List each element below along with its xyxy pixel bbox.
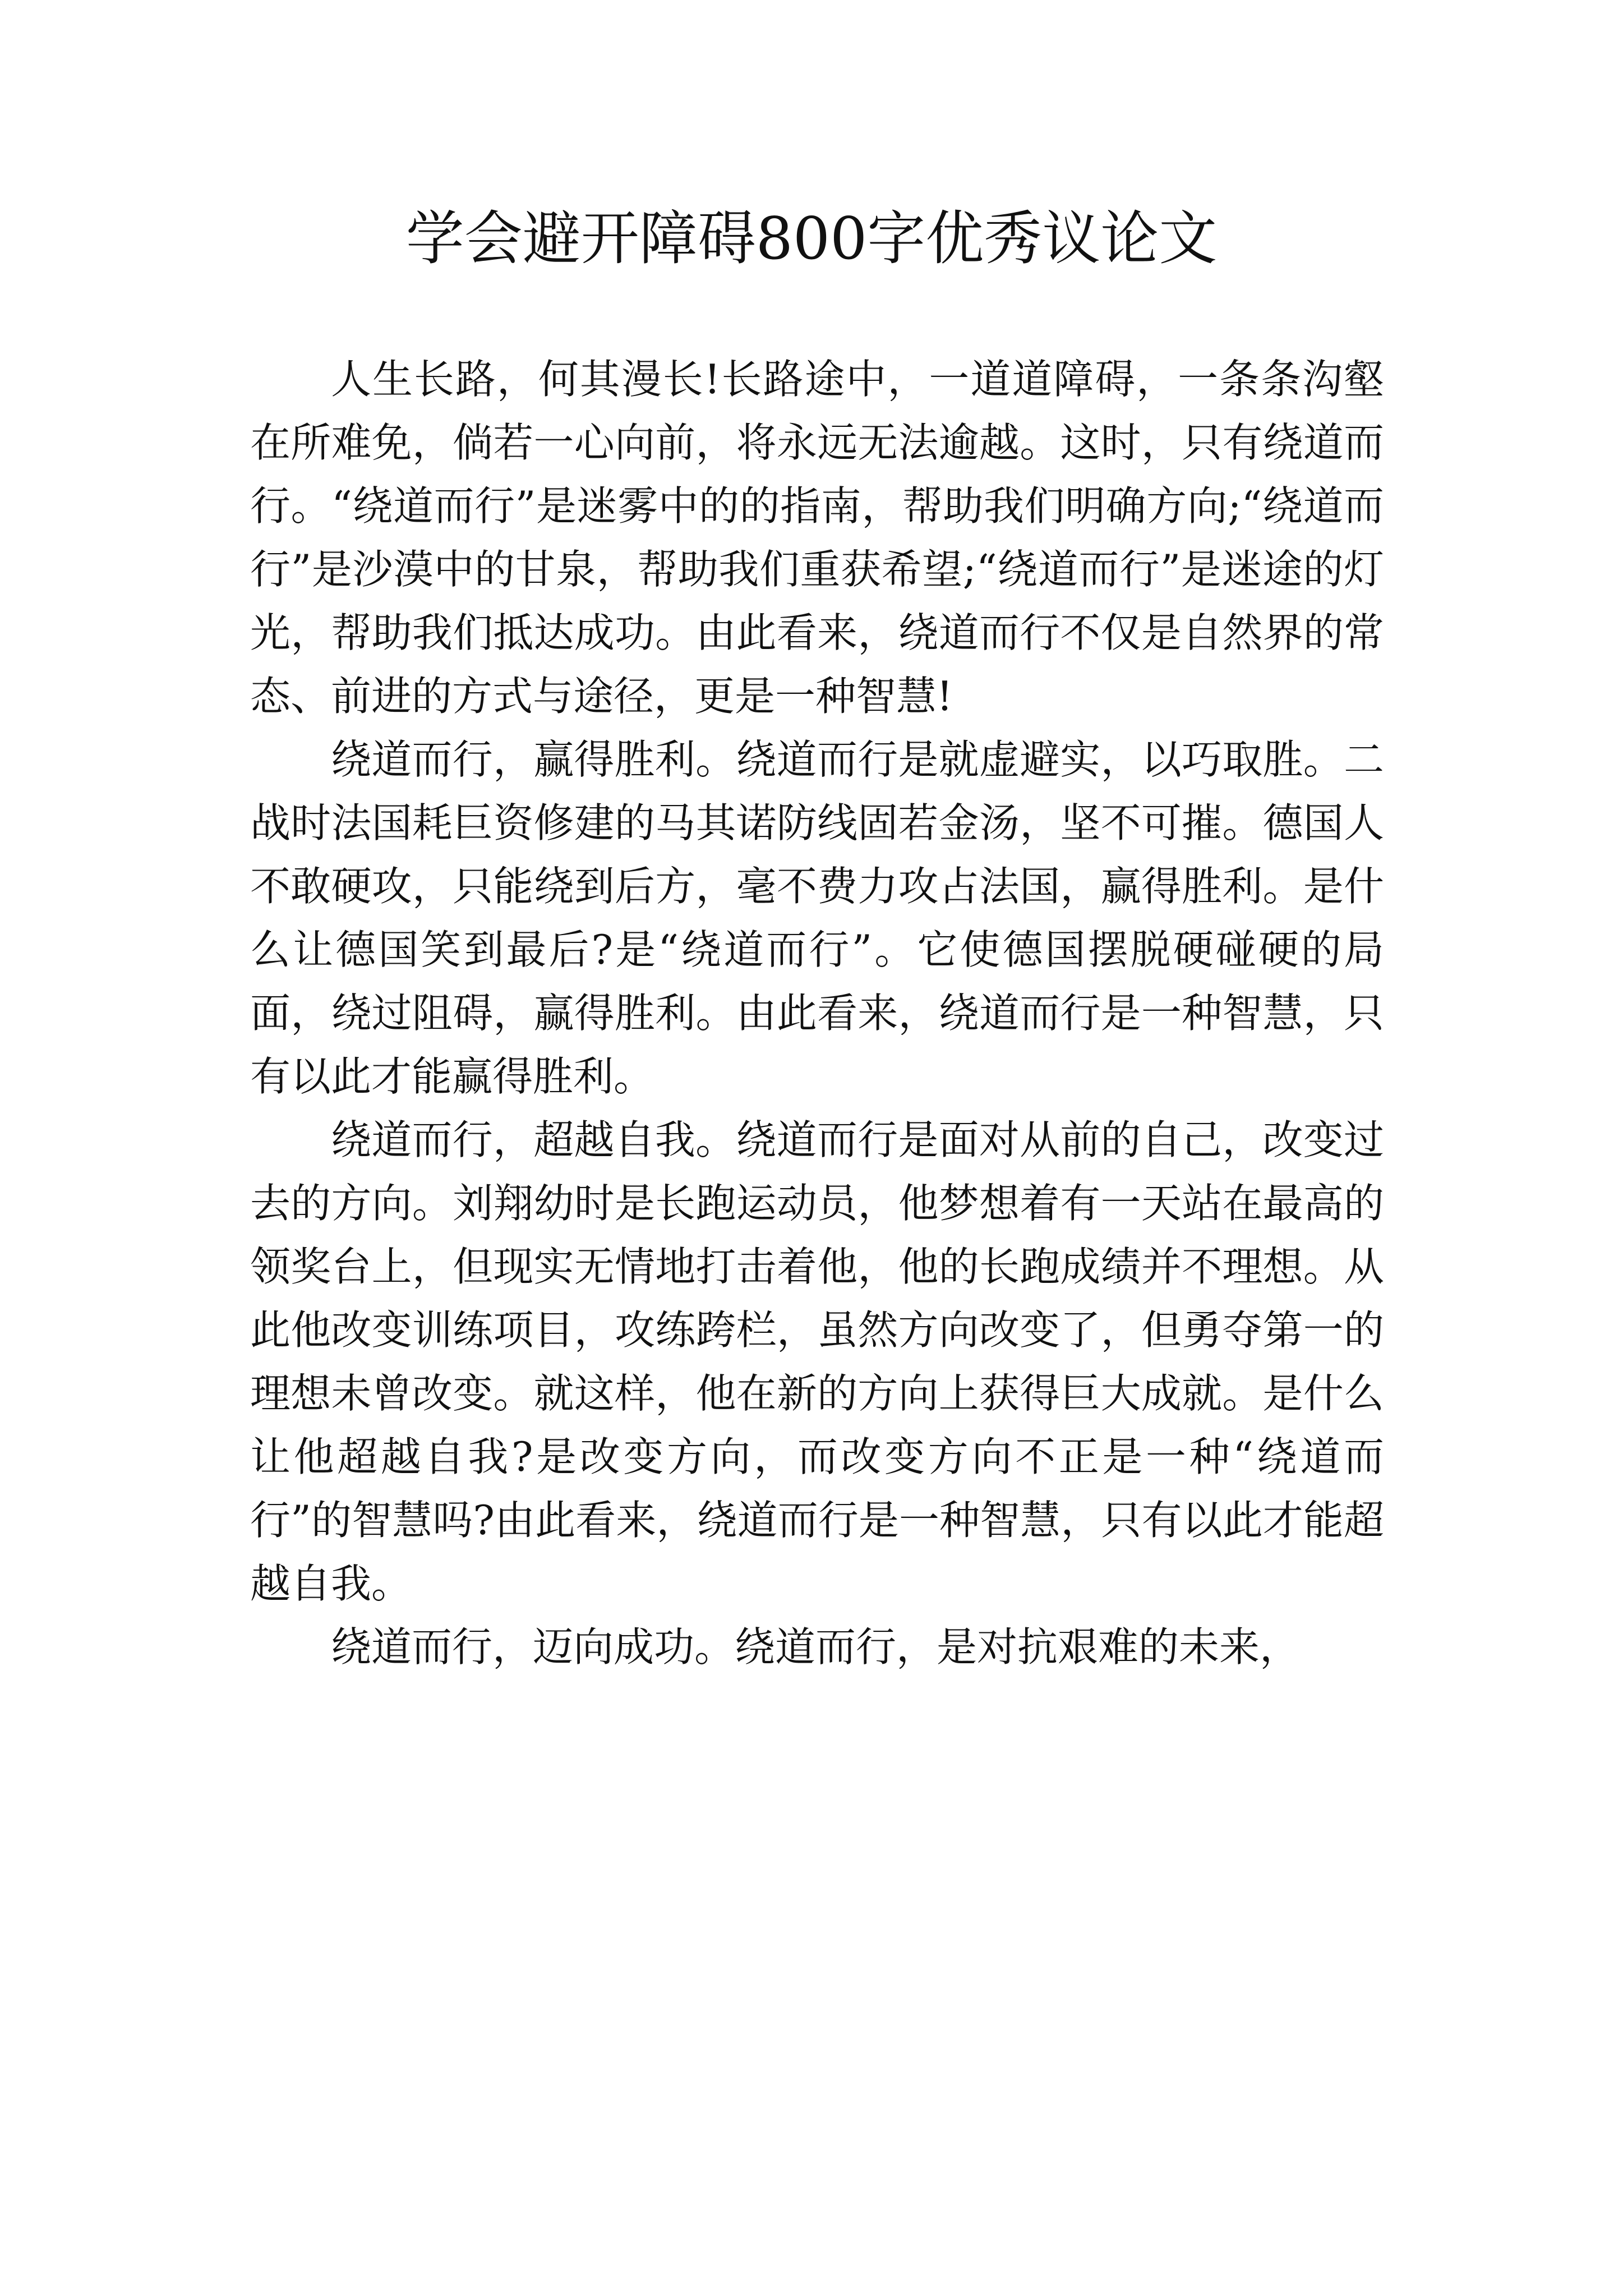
paragraph-4: 绕道而行，迈向成功。绕道而行，是对抗艰难的未来， bbox=[331, 1623, 1301, 1671]
paragraph-2: 绕道而行，赢得胜利。绕道而行是就虚避实，以巧取胜。二战时法国耗巨资修建的马其诺防线固若金汤，坚不可摧。德国人不敢硬攻，只能绕到后方，毫不费力攻占法国，赢得胜利。是什么让德国笑到最后?是“绕道而行”。它使德国摆脱硬碰硬的局面，绕过阻碍，赢得胜利。由此看来，绕道而行是一种智慧，只有以此才能赢得胜利。 bbox=[250, 736, 1384, 1100]
paragraph-3: 绕道而行，超越自我。绕道而行是面对从前的自己，改变过去的方向。刘翔幼时是长跑运动员，他梦想着有一天站在最高的领奖台上，但现实无情地打击着他，他的长跑成绩并不理想。从此他改变训练项目，攻练跨栏，虽然方向改变了，但勇夺第一的理想未曾改变。就这样，他在新的方向上获得巨大成就。是什么让他超越自我?是改变方向，而改变方向不正是一种“绕道而行”的智慧吗?由此看来，绕道而行是一种智慧，只有以此才能超越自我。 bbox=[250, 1116, 1384, 1607]
paragraph-1: 人生长路，何其漫长!长路途中，一道道障碍，一条条沟壑在所难免，倘若一心向前，将永远无法逾越。这时，只有绕道而行。“绕道而行”是迷雾中的的指南，帮助我们明确方向;“绕道而行”是沙漠中的甘泉，帮助我们重获希望;“绕道而行”是迷途的灯光，帮助我们抵达成功。由此看来，绕道而行不仅是自然界的常态、前进的方式与途径，更是一种智慧! bbox=[250, 356, 1384, 720]
document-title: 学会避开障碍800字优秀议论文 bbox=[405, 204, 1218, 273]
document-body bbox=[250, 348, 1384, 1679]
